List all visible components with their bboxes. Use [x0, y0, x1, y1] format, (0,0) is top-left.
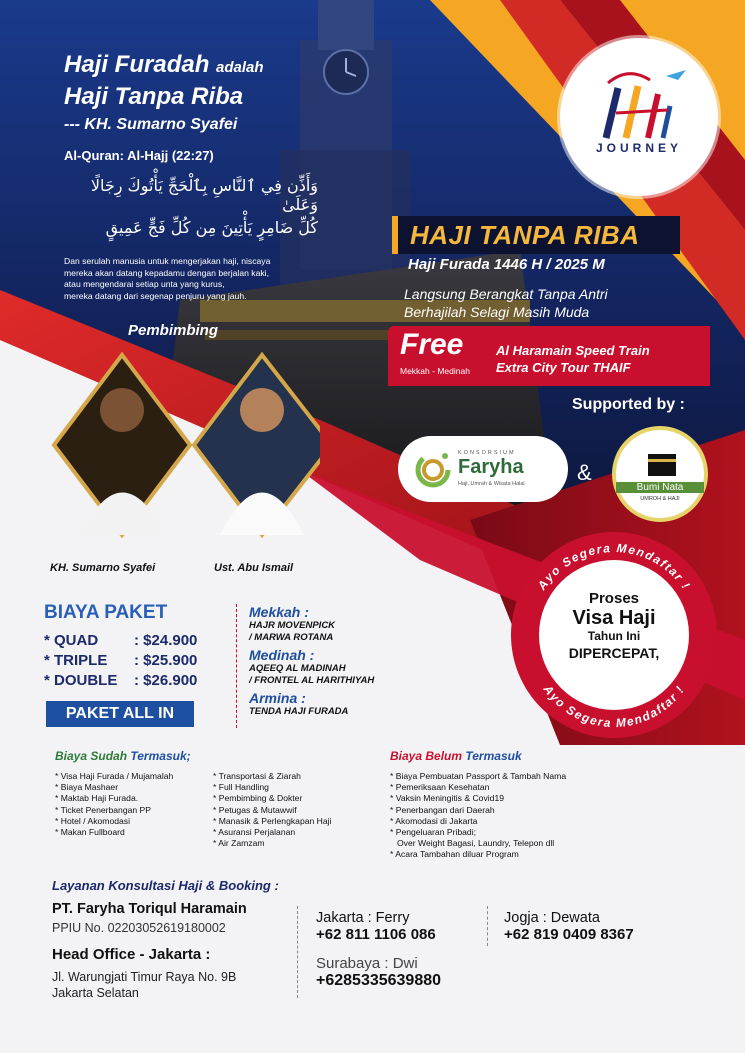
- mentors-heading: Pembimbing: [128, 322, 219, 339]
- logo-subtitle: JOURNEY: [595, 141, 682, 155]
- excluded-list: [390, 771, 566, 838]
- mekkah-hotel-1: HAJR MOVENPICK: [249, 620, 336, 631]
- list-item: * Pemeriksaan Kesehatan: [390, 782, 566, 793]
- armina-label: Armina :: [249, 690, 306, 706]
- list-item: * Akomodasi di Jakarta: [390, 816, 566, 827]
- faryha-logo: [398, 436, 568, 502]
- phone-link[interactable]: +6285335639880: [316, 972, 442, 989]
- ring-text-bottom: Ayo Segera Mendaftar !: [540, 682, 688, 731]
- list-item: * Vaksin Meningitis & Covid19: [390, 793, 566, 804]
- list-item: * Pembimbing & Dokter: [213, 793, 331, 804]
- excluded-sub-note: Over Weight Bagasi, Laundry, Telepon dll: [397, 838, 555, 848]
- armina-hotel-1: TENDA HAJI FURADA: [249, 706, 349, 717]
- list-item: * Ticket Penerbangan PP: [55, 805, 173, 816]
- headline-line1: Haji Furadah adalah: [64, 51, 264, 78]
- promo-title: HAJI TANPA RIBA: [410, 220, 640, 250]
- contact-divider-2: [487, 906, 488, 946]
- ppiu-number: PPIU No. 02203052619180002: [52, 921, 226, 935]
- medinah-hotel-2: / FRONTEL AL HARITHIYAH: [249, 675, 375, 686]
- faryha-top: KONSORSIUM: [458, 450, 516, 456]
- list-item: * Full Handling: [213, 782, 331, 793]
- package-badge: PAKET ALL IN: [46, 701, 194, 727]
- verse-reference: Al-Quran: Al-Hajj (22:27): [64, 148, 214, 163]
- promo-title-box: [392, 216, 680, 254]
- visa-badge: [511, 532, 717, 738]
- excluded-heading: Biaya Belum Termasuk: [390, 749, 522, 763]
- hotels: [249, 604, 374, 718]
- contact-name: Surabaya : Dwi: [316, 955, 418, 972]
- logo-mark-icon: [588, 58, 692, 148]
- office-label: Head Office - Jakarta :: [52, 946, 211, 963]
- pricing-heading: BIAYA PAKET: [44, 602, 168, 623]
- contact-heading: Layanan Konsultasi Haji & Booking :: [52, 878, 279, 893]
- ampersand: &: [577, 460, 592, 485]
- included-list-1: [55, 771, 173, 838]
- free-banner: [388, 326, 710, 386]
- company-name: PT. Faryha Toriqul Haramain: [52, 901, 247, 917]
- bumi-nata-logo: [612, 426, 708, 522]
- contact-divider-1: [297, 906, 298, 998]
- bumi-sub: UMROH & HAJI: [640, 496, 680, 502]
- faryha-name: Faryha: [458, 456, 524, 478]
- journey-logo: [560, 38, 718, 196]
- headline-line2: Haji Tanpa Riba: [64, 83, 244, 110]
- bumi-name: Bumi Nata: [616, 482, 704, 493]
- contact-jakarta: [316, 910, 436, 943]
- free-route: Mekkah - Medinah: [400, 366, 470, 376]
- office-address: Jl. Warungjati Timur Raya No. 9B Jakarta Selatan: [52, 970, 237, 1000]
- contact-jogja: [504, 910, 634, 943]
- pricing-divider: [236, 604, 237, 728]
- arabic-line1: وَأَذِّن فِي ٱلنَّاسِ بِٱلْحَجِّ يَأْتُوكَ رِجَالًا وَعَلَىٰ: [90, 176, 318, 214]
- mekkah-label: Mekkah :: [249, 604, 309, 620]
- mentor1-name: KH. Sumarno Syafei: [50, 562, 156, 574]
- list-item: * Manasik & Perlengkapan Haji: [213, 816, 331, 827]
- faryha-emblem-icon: [410, 446, 456, 492]
- badge-line2: Visa Haji: [572, 607, 656, 629]
- mentor-photos: [50, 350, 320, 550]
- kaaba-icon: [644, 450, 680, 478]
- promo-subtitle: Haji Furada 1446 H / 2025 M: [408, 256, 605, 273]
- contact-surabaya: [316, 955, 441, 990]
- list-item: * Hotel / Akomodasi: [55, 816, 173, 827]
- contact-name: Jogja : Dewata: [504, 910, 600, 926]
- badge-line1: Proses: [588, 590, 640, 607]
- list-item: * Maktab Haji Furada.: [55, 793, 173, 804]
- promo-taglines: Langsung Berangkat Tanpa Antri Berhajilah Selagi Masih Muda: [404, 286, 608, 320]
- list-item: * Air Zamzam: [213, 838, 331, 849]
- included-heading: Biaya Sudah Termasuk;: [55, 749, 191, 763]
- price-row: * QUAD : $24.900: [44, 632, 198, 649]
- supported-label: Supported by :: [572, 396, 685, 413]
- list-item: * Petugas & Mutawwif: [213, 805, 331, 816]
- contact-name: Jakarta : Ferry: [316, 910, 410, 926]
- included-list-2: [213, 771, 331, 849]
- arabic-line2: كُلِّ ضَامِرٍ يَأْتِينَ مِن كُلِّ فَجٍّ عَمِيقٍ: [105, 218, 318, 237]
- list-item: * Asuransi Perjalanan: [213, 827, 331, 838]
- price-row: * DOUBLE : $26.900: [44, 672, 198, 689]
- list-item: * Biaya Mashaer: [55, 782, 173, 793]
- list-item: * Acara Tambahan diluar Program: [390, 849, 519, 860]
- excluded-list-end: [390, 849, 519, 860]
- mentor2-name: Ust. Abu Ismail: [214, 562, 294, 574]
- list-item: * Pengeluaran Pribadi;: [390, 827, 566, 838]
- badge-inner: [539, 560, 689, 710]
- list-item: * Biaya Pembuatan Passport & Tambah Nama: [390, 771, 566, 782]
- badge-line3: Tahun Ini: [587, 629, 641, 643]
- verse-translation: Dan serulah manusia untuk mengerjakan haji, niscaya mereka akan datang kepadamu dengan berjalan kaki, atau mengendarai setiap unta yang kurus, mereka datang dari segenap penjuru yang jauh.: [64, 256, 271, 301]
- phone-link[interactable]: +62 819 0409 8367: [504, 926, 634, 943]
- price-row: * TRIPLE : $25.900: [44, 652, 198, 669]
- list-item: * Makan Fullboard: [55, 827, 173, 838]
- free-items: Al Haramain Speed Train Extra City Tour THAIF: [496, 343, 650, 375]
- list-item: * Penerbangan dari Daerah: [390, 805, 566, 816]
- medinah-hotel-1: AQEEQ AL MADINAH: [249, 663, 346, 674]
- badge-line4: DIPERCEPAT,: [568, 645, 660, 661]
- list-item: * Transportasi & Ziarah: [213, 771, 331, 782]
- list-item: * Visa Haji Furada / Mujamalah: [55, 771, 173, 782]
- phone-link[interactable]: +62 811 1106 086: [316, 926, 436, 943]
- free-label: Free: [400, 328, 464, 361]
- mekkah-hotel-2: / MARWA ROTANA: [249, 632, 334, 643]
- ring-text-top: Ayo Segera Mendaftar !: [534, 540, 694, 593]
- medinah-label: Medinah :: [249, 647, 315, 663]
- headline-attribution: --- KH. Sumarno Syafei: [64, 116, 238, 133]
- faryha-sub: Haji, Umrah & Wisata Halal: [458, 481, 525, 487]
- price-list: [44, 631, 197, 691]
